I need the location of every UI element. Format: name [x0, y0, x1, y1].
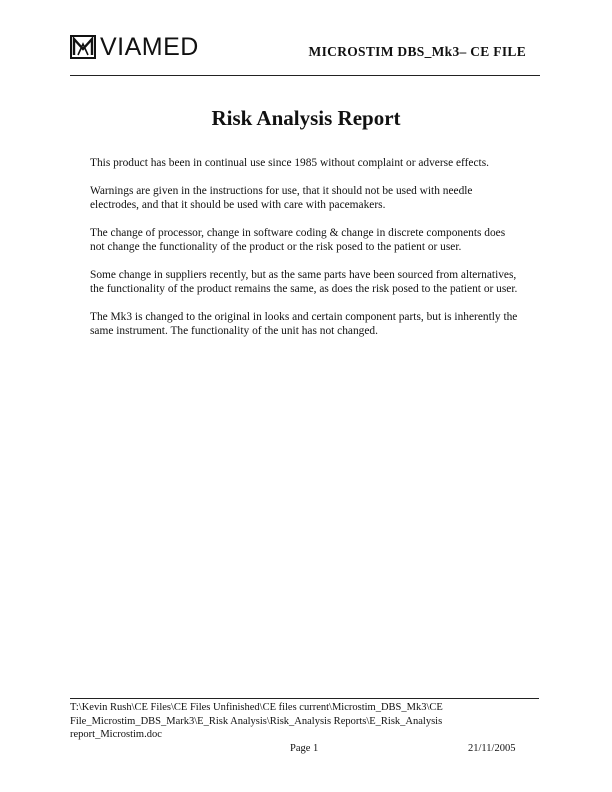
logo-text: VIAMED: [100, 33, 199, 61]
company-logo: [70, 34, 199, 60]
paragraph: The change of processor, change in software coding & change in discrete components does not change the functionality of the product or the risk posed to the patient or user.: [90, 227, 506, 253]
document-body: [90, 156, 520, 352]
footer-page-number: Page 1: [290, 743, 319, 754]
footer-divider: [70, 698, 539, 699]
footer-date: 21/11/2005: [468, 743, 516, 754]
header-divider: [70, 75, 540, 76]
footer-file-path: T:\Kevin Rush\CE Files\CE Files Unfinished\CE files current\Microstim_DBS_Mk3\CE File_Microstim_DBS_Mark3\E_Risk Analysis\Risk_Analysis Reports\E_Risk_Analysis report_Microstim.doc: [70, 702, 443, 740]
paragraph: Some change in suppliers recently, but as the same parts have been sourced from alternatives, the functionality of the product remains the same, as does the risk posed to the patient or user.: [90, 269, 518, 295]
paragraph: The Mk3 is changed to the original in looks and certain component parts, but is inherently the same instrument. The functionality of the unit has not changed.: [90, 311, 518, 337]
paragraph: This product has been in continual use since 1985 without complaint or adverse effects.: [90, 157, 489, 169]
viamed-logo-icon: [70, 35, 96, 59]
paragraph: Warnings are given in the instructions for use, that it should not be used with needle electrodes, and that it should be used with care with pacemakers.: [90, 185, 473, 211]
document-title: Risk Analysis Report: [211, 106, 401, 130]
header-file-label: MICROSTIM DBS_Mk3– CE FILE: [308, 44, 526, 59]
